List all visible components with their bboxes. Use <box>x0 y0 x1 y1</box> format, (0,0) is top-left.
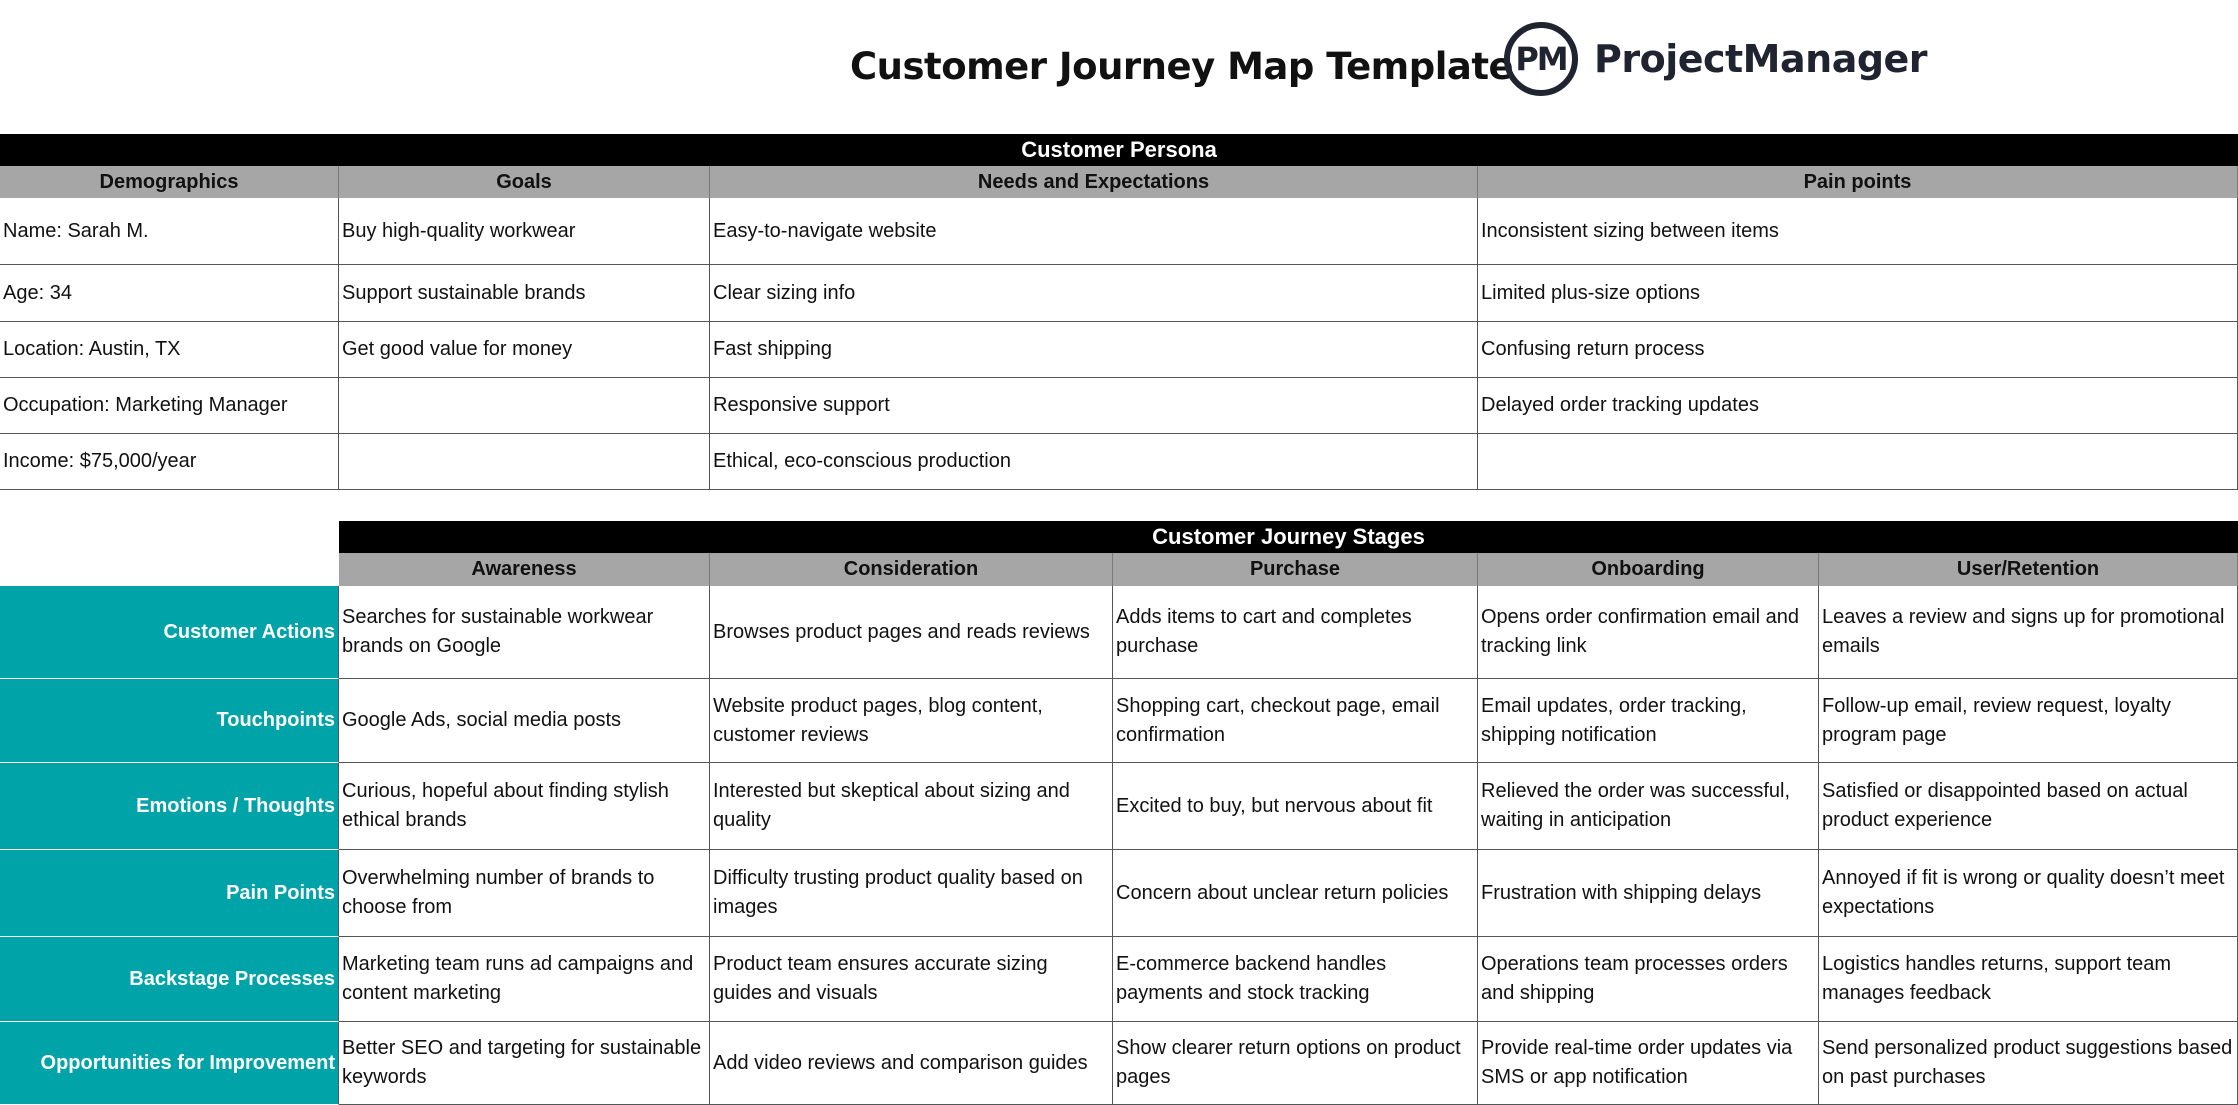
stage-header-purchase: Purchase <box>1113 553 1478 586</box>
pm-logo-icon: PM <box>1504 22 1578 96</box>
journey-cell: Leaves a review and signs up for promotional emails <box>1819 586 2238 679</box>
persona-cell: Responsive support <box>710 378 1478 434</box>
journey-cell: Opens order confirmation email and tracking link <box>1478 586 1819 679</box>
row-label: Emotions / Thoughts <box>0 763 339 850</box>
persona-cell: Limited plus-size options <box>1478 265 2238 322</box>
journey-cell: Concern about unclear return policies <box>1113 850 1478 937</box>
journey-cell: E-commerce backend handles payments and stock tracking <box>1113 937 1478 1022</box>
journey-cell: Relieved the order was successful, waiting in anticipation <box>1478 763 1819 850</box>
persona-col-header: Goals <box>339 166 710 198</box>
journey-cell: Overwhelming number of brands to choose from <box>339 850 710 937</box>
persona-cell: Confusing return process <box>1478 322 2238 378</box>
journey-title-bar: Customer Journey Stages <box>339 521 2238 553</box>
persona-cell <box>1478 434 2238 490</box>
journey-cell: Email updates, order tracking, shipping notification <box>1478 679 1819 763</box>
persona-col-header: Demographics <box>0 166 339 198</box>
persona-cell: Buy high-quality workwear <box>339 198 710 265</box>
journey-cell: Better SEO and targeting for sustainable keywords <box>339 1022 710 1105</box>
persona-cell: Get good value for money <box>339 322 710 378</box>
persona-col-header: Needs and Expectations <box>710 166 1478 198</box>
persona-cell: Occupation: Marketing Manager <box>0 378 339 434</box>
persona-cell: Name: Sarah M. <box>0 198 339 265</box>
stage-header-awareness: Awareness <box>339 553 710 586</box>
journey-cell: Shopping cart, checkout page, email confirmation <box>1113 679 1478 763</box>
logo-text: ProjectManager <box>1594 37 1928 81</box>
journey-cell: Annoyed if fit is wrong or quality doesn’t meet expectations <box>1819 850 2238 937</box>
journey-cell: Product team ensures accurate sizing guides and visuals <box>710 937 1113 1022</box>
journey-cell: Frustration with shipping delays <box>1478 850 1819 937</box>
journey-cell: Interested but skeptical about sizing and quality <box>710 763 1113 850</box>
persona-cell: Income: $75,000/year <box>0 434 339 490</box>
persona-cell: Location: Austin, TX <box>0 322 339 378</box>
row-label: Backstage Processes <box>0 937 339 1022</box>
stage-header-onboarding: Onboarding <box>1478 553 1819 586</box>
page-title: Customer Journey Map Template <box>850 45 1514 88</box>
journey-cell: Difficulty trusting product quality based on images <box>710 850 1113 937</box>
journey-cell: Searches for sustainable workwear brands on Google <box>339 586 710 679</box>
persona-cell: Ethical, eco-conscious production <box>710 434 1478 490</box>
stage-header-user-retention: User/Retention <box>1819 553 2238 586</box>
persona-cell: Age: 34 <box>0 265 339 322</box>
persona-cell: Inconsistent sizing between items <box>1478 198 2238 265</box>
persona-cell <box>339 378 710 434</box>
journey-cell: Browses product pages and reads reviews <box>710 586 1113 679</box>
row-label: Customer Actions <box>0 586 339 679</box>
journey-cell: Marketing team runs ad campaigns and content marketing <box>339 937 710 1022</box>
persona-cell: Easy-to-navigate website <box>710 198 1478 265</box>
persona-cell: Clear sizing info <box>710 265 1478 322</box>
journey-cell: Provide real-time order updates via SMS or app notification <box>1478 1022 1819 1105</box>
row-label: Opportunities for Improvement <box>0 1022 339 1105</box>
persona-cell: Delayed order tracking updates <box>1478 378 2238 434</box>
journey-cell: Excited to buy, but nervous about fit <box>1113 763 1478 850</box>
persona-cell <box>339 434 710 490</box>
journey-cell: Send personalized product suggestions based on past purchases <box>1819 1022 2238 1105</box>
persona-title-bar: Customer Persona <box>0 134 2238 166</box>
stage-header-consideration: Consideration <box>710 553 1113 586</box>
projectmanager-logo <box>1504 22 1927 96</box>
journey-cell: Satisfied or disappointed based on actual product experience <box>1819 763 2238 850</box>
journey-cell: Adds items to cart and completes purchase <box>1113 586 1478 679</box>
journey-cell: Logistics handles returns, support team manages feedback <box>1819 937 2238 1022</box>
journey-cell: Curious, hopeful about finding stylish ethical brands <box>339 763 710 850</box>
persona-col-header: Pain points <box>1478 166 2238 198</box>
journey-cell: Follow-up email, review request, loyalty program page <box>1819 679 2238 763</box>
journey-cell: Show clearer return options on product pages <box>1113 1022 1478 1105</box>
persona-cell: Fast shipping <box>710 322 1478 378</box>
journey-cell: Google Ads, social media posts <box>339 679 710 763</box>
row-label: Pain Points <box>0 850 339 937</box>
persona-cell: Support sustainable brands <box>339 265 710 322</box>
journey-cell: Website product pages, blog content, customer reviews <box>710 679 1113 763</box>
journey-cell: Add video reviews and comparison guides <box>710 1022 1113 1105</box>
row-label: Touchpoints <box>0 679 339 763</box>
journey-cell: Operations team processes orders and shipping <box>1478 937 1819 1022</box>
